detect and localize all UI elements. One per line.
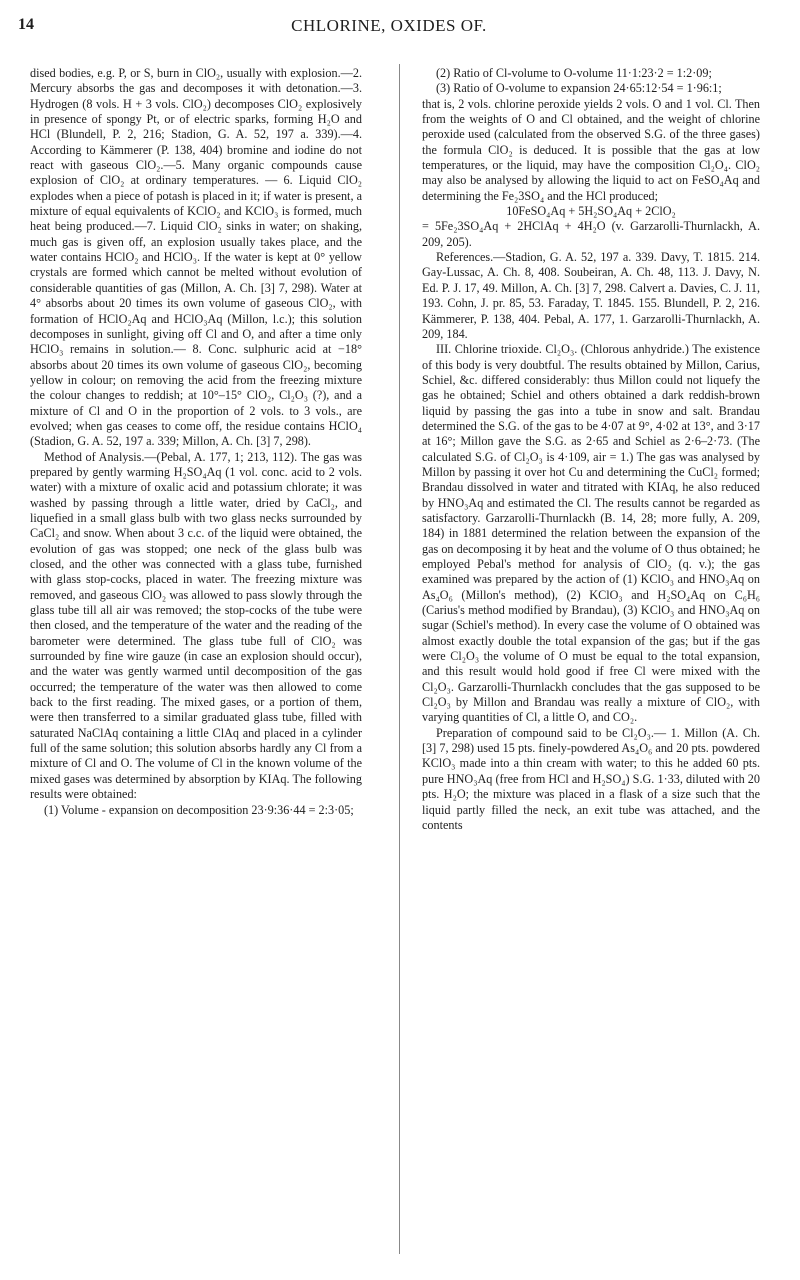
right-column — [422, 66, 760, 833]
left-column — [30, 66, 362, 818]
result-o-expansion-ratio: (3) Ratio of O-volume to expansion 24·65:12·54 = 1·96:1; — [436, 81, 722, 96]
paragraph-method-of-analysis: Method of Analysis.—(Pebal, A. 177, 1; 213, 112). The gas was prepared by gently warming H₂SO₄Aq (1 vol. conc. acid to 2 vols. water) with a mixture of oxalic acid and potassium chlorate; it was washed by passing through a little water, dried by CaCl₂, and liquefied in a small glass bulb with two glass necks surrounded by CaCl₂ and snow. When about 3 c.c. of the liquid were obtained, the evolution of gas was stopped; one neck of the glass bulb was closed, and the other was connected with a glass tube, furnished with glass stop-cocks, placed in water. The freezing mixture was removed, and gaseous ClO₂ was allowed to pass slowly through the glass tube till all air was removed; the stop-cocks of the tube were then closed, and the temperature of the water and the reading of the barometer were determined. The glass tube full of ClO₂ was surrounded by fine wire gauze (in case an explosion should occur), and the water was gently warmed until decomposition of the gas occurred; the temperature of the water was then allowed to come back to the first reading. The mixed gases, or a portion of them, were then transferred to a similar graduated glass tube, filled with saturated NaClAq containing a little ClAq and placed in a cylinder full of the same solution; this solution absorbs hardly any Cl from a mixture of Cl and O. The volume of Cl in the known volume of the mixed gases was determined by absorption by KIAq. The following results were obtained: — [30, 449, 362, 802]
equation-line-2: = 5Fe₂3SO₄Aq + 2HClAq + 4H₂O (v. Garzarolli-Thurnlackh, A. 209, 205). — [422, 219, 760, 249]
paragraph-references: References.—Stadion, G. A. 52, 197 a. 339. Davy, T. 1815. 214. Gay-Lussac, A. Ch. 8, 408. Soubeiran, A. Ch. 48, 113. J. Davy, N. Ed. P. J. 17, 49. Millon, A. Ch. [3] 7, 298. Calvert a. Davies, C. J. 11, 193. Cohn, J. pr. 85, 53. Faraday, T. 1845. 155. Blundell, P. 2, 216. Kämmerer, P. 138, 404. Pebal, A. 177, 1. Garzarolli-Thurnlackh, A. 209, 184. — [422, 250, 760, 341]
page-header — [18, 16, 760, 40]
paragraph-chlorine-trioxide: III. Chlorine trioxide. Cl₂O₃. (Chlorous anhydride.) The existence of this body is very doubtful. The results obtained by Millon, Carius, Schiel, &c. differed considerably: thus Millon could not liquefy the gas he obtained; Schiel and others obtained a dark reddish-brown liquid by passing the gas into a tube in snow and salt. Brandau determined the S.G. of the gas to be 4·07 at 9°, 4·02 at 13°, and 3·17 at 16°; Millon gave the S.G. as 2·65 and Schiel as 2·6–2·73. (The calculated S.G. of Cl₂O₃ is 4·109, air = 1.) The gas was analysed by Millon by passing it over hot Cu and determining the CuCl₂ formed; Brandau dissolved in water and titrated with KIAq, he also reduced by HNO₃Aq and estimated the Cl. The results cannot be regarded as satisfactory. Garzarolli-Thurnlackh (B. 14, 28; more fully, A. 209, 184) in 1881 determined the relation between the expansion of the gas on decomposing it by heat and the volume of O thus obtained; he employed Pebal's method for analysis of ClO₂ (q. v.); the gas examined was prepared by the action of (1) KClO₃ and HNO₃Aq on As₄O₆ (Millon's method), (2) KClO₃ and H₂SO₄Aq on C₆H₆ (Carius's method modified by Brandau), (3) KClO₃ and HNO₃Aq on sugar (Schiel's method). In every case the volume of O obtained was almost exactly double the total expansion of the gas; but if the gas were Cl₂O₃ the volume of O must be equal to the total expansion, and this result would hold good if free Cl were mixed with the Cl₂O₃. Garzarolli-Thurnlackh concludes that the gas supposed to be Cl₂O₃ by Millon and Brandau was really a mixture of ClO₂, with varying quantities of Cl, a little O, and CO₂. — [422, 342, 760, 725]
paragraph-reactions: dised bodies, e.g. P, or S, burn in ClO₂, usually with explosion.—2. Mercury absorbs the gas and decomposes it with detonation.—3. Hydrogen (8 vols. H + 3 vols. ClO₂) decomposes ClO₂ explosively in presence of spongy Pt, or of electric sparks, forming H₂O and HCl (Blundell, P. 2, 216; Stadion, G. A. 52, 197 a. 339).—4. According to Kämmerer (P. 138, 404) bromine and iodine do not react with gaseous ClO₂.—5. Many organic compounds cause explosion of ClO₂ at ordinary temperatures. — 6. Liquid ClO₂ explodes when a piece of potash is placed in it; if water is present, a mixture of equal equivalents of KClO₂ and KClO₃ is formed, much heat being produced.—7. Liquid ClO₂ sinks in water; on shaking, much gas is given off, an explosion usually takes place, and the water contains HClO₂ and HClO₃. If the water is kept at 0° yellow crystals are formed which cannot be melted without evolution of considerable quantities of gas (Millon, A. Ch. [3] 7, 298). Water at 4° absorbs about 20 times its own volume of gaseous ClO₂, with formation of HClO₂Aq and HClO₃Aq (Millon, l.c.); this solution decomposes in sunlight, giving off Cl and O, and after a time only HClO₃ remains in solution.— 8. Conc. sulphuric acid at −18° absorbs about 20 times its own volume of gaseous ClO₂, becoming yellow in colour; on removing the acid from the freezing mixture the colour changes to reddish; at 10°–15° ClO₂, Cl₂O₃ (?), and a mixture of Cl and O in the proportion of 2 vols. to 3 vols., are evolved; when gas ceases to come off, the residue contains HClO₄ (Stadion, G. A. 52, 197 a. 339; Millon, A. Ch. [3] 7, 298). — [30, 66, 362, 449]
result-cl-o-ratio: (2) Ratio of Cl-volume to O-volume 11·1:23·2 = 1:2·09; — [436, 66, 712, 80]
column-divider — [399, 64, 400, 1254]
equation-line-1: 10FeSO₄Aq + 5H₂SO₄Aq + 2ClO₂ — [506, 204, 676, 219]
result-volume-expansion: (1) Volume - expansion on decomposition 23·9:36·44 = 2:3·05; — [44, 802, 354, 817]
paragraph-preparation: Preparation of compound said to be Cl₂O₃.— 1. Millon (A. Ch. [3] 7, 298) used 15 pts. finely-powdered As₄O₆ and 20 pts. powdered KClO₃ made into a thin cream with water; to this he added 60 pts. pure HNO₃Aq (free from HCl and H₂SO₄) S.G. 1·33, diluted with 20 pts. H₂O; the mixture was placed in a flask of a size such that the liquid partly filled the neck, an exit tube was attached, and the contents — [422, 725, 760, 832]
page-number: 14 — [18, 16, 34, 33]
paragraph-formula-deduction: that is, 2 vols. chlorine peroxide yields 2 vols. O and 1 vol. Cl. Then from the weights of O and Cl obtained, and the weight of chlorine peroxide used (calculated from the observed S.G. of the three gases) the formula ClO₂ is deduced. It is possible that the gas at low temperatures, or the liquid, may have the composition Cl₂O₄. ClO₂ may also be analysed by allowing the liquid to act on FeSO₄Aq and determining the Fe₂3SO₄ and the HCl produced; — [422, 96, 760, 203]
running-title: CHLORINE, OXIDES OF. — [291, 16, 487, 35]
